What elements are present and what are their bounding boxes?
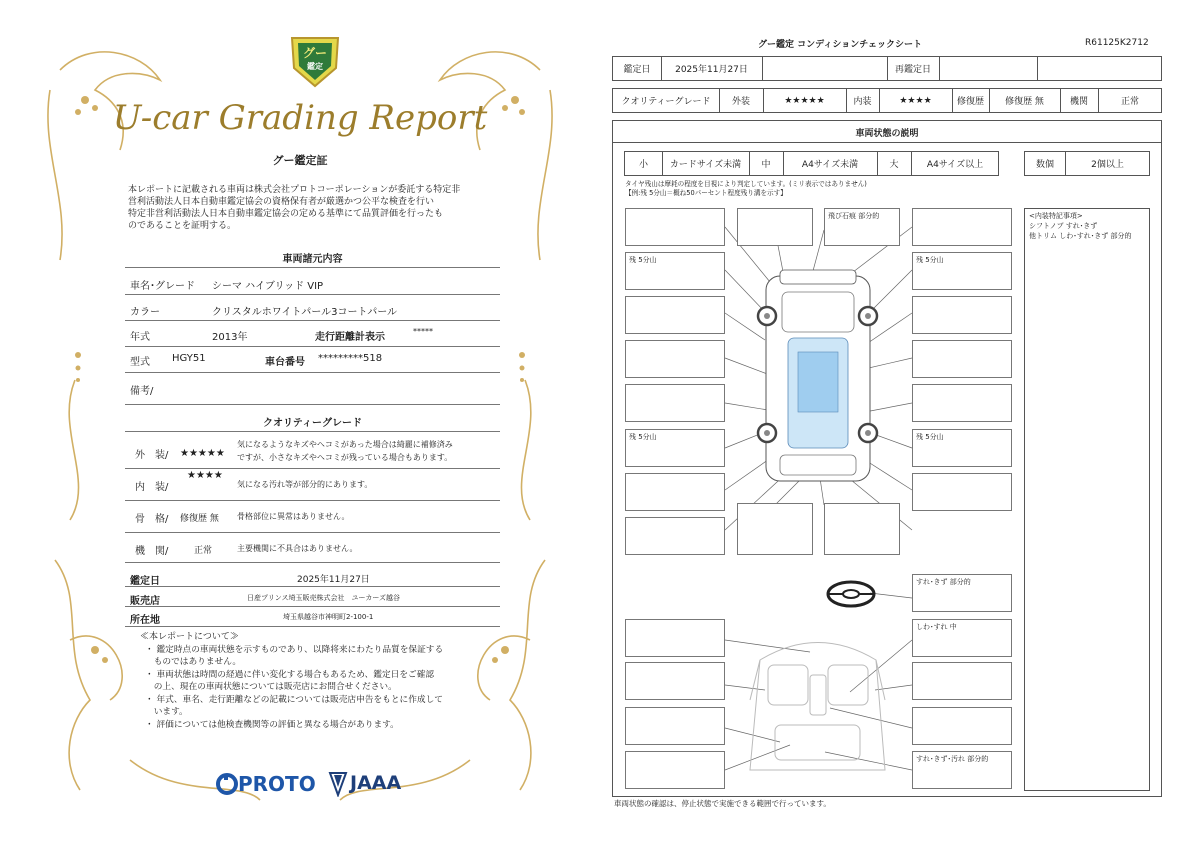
sheet-title: グー鑑定 コンディションチェックシート xyxy=(758,40,922,50)
repair-value: 修復歴 無 xyxy=(989,89,1061,112)
legend-large: 大 xyxy=(877,152,912,175)
info-date-label: 鑑定日 xyxy=(130,576,160,587)
note-line: ・ 年式、車名、走行距離などの記載については販売店申告をもとに作成して xyxy=(145,694,443,705)
spec-year-label: 年式 xyxy=(130,332,150,343)
info-date-value: 2025年11月27日 xyxy=(297,575,370,585)
quality-frame-value: 修復歴 無 xyxy=(180,514,219,524)
spec-mileage-label: 走行距離計表示 xyxy=(315,332,385,343)
quality-desc: 骨格部位に異常はありません。 xyxy=(237,512,350,521)
jaaa-mark-icon xyxy=(328,771,348,797)
front-damage-text: 飛び石痕 部分的 xyxy=(828,212,880,220)
engine-label: 機関 xyxy=(1060,89,1099,112)
tire-fr-text: 残 5分山 xyxy=(916,256,944,264)
qg-label: クオリティーグレード xyxy=(613,89,720,112)
interior-box xyxy=(912,707,1012,745)
certificate-title: グー鑑定証 xyxy=(272,154,328,167)
damage-box xyxy=(912,384,1012,422)
proto-logo-text: PROTO xyxy=(238,772,316,796)
car-top-view xyxy=(758,270,877,481)
interior-bottom-text: すれ･きず･汚れ 部分的 xyxy=(916,755,989,763)
spec-mileage-value: ***** xyxy=(413,327,433,336)
note-line: ものではありません。 xyxy=(145,657,242,667)
interior-box xyxy=(625,707,725,745)
legend-small: 小 xyxy=(625,152,663,175)
damage-box xyxy=(625,384,725,422)
tire-box-front-left xyxy=(625,252,725,290)
tire-note-line: 【例:残 5分山＝概ね50パーセント程度残り溝を示す】 xyxy=(625,189,787,197)
note-line: ・ 鑑定時点の車両状態を示すものであり、以降将来にわたり品質を保証する xyxy=(145,644,444,655)
car-interior-view xyxy=(750,643,885,771)
ext-label: 外装 xyxy=(719,89,764,112)
damage-box xyxy=(912,473,1012,511)
note-line: います。 xyxy=(145,707,188,717)
divider xyxy=(125,267,500,268)
quality-row-exterior xyxy=(125,436,500,469)
damage-box xyxy=(912,296,1012,334)
tire-rl-text: 残 5分山 xyxy=(629,433,657,441)
steering-text: すれ･きず 部分的 xyxy=(916,578,971,586)
spec-chassis-value: *********518 xyxy=(318,353,383,364)
steering-wheel-icon xyxy=(828,582,874,606)
quality-row-interior xyxy=(125,470,500,501)
damage-box xyxy=(824,503,900,555)
inspection-date-label: 鑑定日 xyxy=(613,57,662,80)
interior-upper-text: しわ･すれ 中 xyxy=(916,623,957,631)
spec-remarks-label: 備考/ xyxy=(130,386,154,397)
note-line: ・ 車両状態は時間の経過に伴い変化する場合もあるため、鑑定日をご確認 xyxy=(145,669,435,680)
quality-label: 外 装/ xyxy=(135,450,169,461)
damage-box-front xyxy=(824,208,900,246)
steering-box xyxy=(912,574,1012,612)
legend-large-desc: A4サイズ以上 xyxy=(926,160,984,170)
cert-text-line: 本レポートに記載される車両は株式会社プロトコーポレーションが委託する特定非 xyxy=(128,185,461,195)
special-note-line: 他トリム しわ･すれ･きず 部分的 xyxy=(1029,232,1132,240)
cert-text-line: のであることを証明する。 xyxy=(128,221,237,231)
spec-year-value: 2013年 xyxy=(212,332,248,343)
cert-text-line: 営利活動法人日本自動車鑑定協会の資格保有者が厳選かつ公平な検査を行い xyxy=(128,197,435,207)
interior-box xyxy=(625,619,725,657)
quality-row-frame xyxy=(125,502,500,533)
interior-box xyxy=(625,662,725,700)
interior-box-bottom xyxy=(912,751,1012,789)
jaaa-logo-text: JAAA xyxy=(350,772,402,794)
count-desc: 2個以上 xyxy=(1091,160,1124,170)
explain-title: 車両状態の説明 xyxy=(855,129,919,139)
legend-medium: 中 xyxy=(749,152,784,175)
damage-box xyxy=(737,503,813,555)
tire-box-rear-right xyxy=(912,429,1012,467)
damage-box xyxy=(625,296,725,334)
inspection-date-value: 2025年11月27日 xyxy=(661,57,763,80)
info-row-address xyxy=(125,608,500,627)
sheet-footer-note: 車両状態の確認は、停止状態で実施できる範囲で行っています。 xyxy=(614,799,831,808)
quality-stars-value: ★★★★★ xyxy=(180,448,225,459)
spec-row-year xyxy=(125,322,500,347)
interior-special-notes xyxy=(1024,208,1150,791)
quality-desc: ですが、小さなキズやヘコミが残っている場合もあります。 xyxy=(237,453,453,462)
spec-model-value: HGY51 xyxy=(172,353,206,364)
note-line: ・ 評価については他検査機関等の評価と異なる場合があります。 xyxy=(145,719,399,730)
int-stars: ★★★★ xyxy=(879,89,953,112)
reinspection-date-label: 再鑑定日 xyxy=(887,57,940,80)
quality-stars-value: ★★★★ xyxy=(187,470,223,481)
notes-title: ≪本レポートについて≫ xyxy=(140,632,239,642)
interior-box-upper xyxy=(912,619,1012,657)
spec-section-title: 車両諸元内容 xyxy=(282,254,343,265)
sheet-code: R61125K2712 xyxy=(1085,38,1149,48)
quality-section-title: クオリティーグレード xyxy=(263,418,362,429)
quality-label: 骨 格/ xyxy=(135,514,169,525)
damage-box xyxy=(625,473,725,511)
tire-fl-text: 残 5分山 xyxy=(629,256,657,264)
spec-name-value: シーマ ハイブリッド VIP xyxy=(212,281,324,292)
damage-box xyxy=(625,517,725,555)
ext-stars: ★★★★★ xyxy=(763,89,847,112)
repair-label: 修復歴 xyxy=(952,89,990,112)
tire-rr-text: 残 5分山 xyxy=(916,433,944,441)
special-note-line: シフトノブ すれ･きず xyxy=(1029,222,1098,230)
legend-small-desc: カードサイズ未満 xyxy=(662,152,750,175)
goo-kantei-badge xyxy=(288,32,342,88)
divider xyxy=(125,431,500,432)
damage-box xyxy=(625,208,725,246)
interior-box xyxy=(625,751,725,789)
int-label: 内装 xyxy=(846,89,880,112)
note-line: の上、現在の車両状態については販売店にお問合せください。 xyxy=(145,682,397,692)
interior-box xyxy=(912,662,1012,700)
quality-engine-value: 正常 xyxy=(194,546,213,556)
tire-box-front-right xyxy=(912,252,1012,290)
damage-box xyxy=(912,208,1012,246)
quality-row-engine xyxy=(125,534,500,563)
info-address-value: 埼玉県越谷市神明町2-100-1 xyxy=(283,613,374,621)
spec-model-label: 型式 xyxy=(130,357,150,368)
script-title: U-car Grading Report xyxy=(112,98,488,138)
spec-row-color xyxy=(125,296,500,321)
damage-box xyxy=(737,208,813,246)
spec-row-name xyxy=(125,270,500,295)
damage-box xyxy=(912,340,1012,378)
special-notes-title: <内装特記事項> xyxy=(1029,212,1083,220)
engine-value: 正常 xyxy=(1120,97,1139,107)
spec-color-label: カラー xyxy=(130,307,160,318)
quality-label: 機 関/ xyxy=(135,546,169,557)
spec-chassis-label: 車台番号 xyxy=(265,357,305,368)
report-notes xyxy=(140,631,510,731)
spec-row-model xyxy=(125,348,500,373)
proto-mark-icon xyxy=(216,772,238,796)
spec-row-remarks xyxy=(125,374,500,405)
cert-text-line: 特定非営利活動法人日本自動車鑑定協会の定める基準にて品質評価を行ったも xyxy=(128,209,444,219)
info-dealer-label: 販売店 xyxy=(130,596,160,607)
quality-desc: 気になるようなキズやヘコミがあった場合は綺麗に補修済み xyxy=(237,440,453,449)
info-row-date xyxy=(125,566,500,587)
info-address-label: 所在地 xyxy=(130,615,160,626)
tire-note-line: タイヤ残山は摩耗の程度を目視により判定しています。(ミリ表示ではありません) xyxy=(625,180,867,188)
certificate-text xyxy=(128,184,508,232)
quality-desc: 気になる汚れ等が部分的にあります。 xyxy=(237,480,373,489)
spec-color-value: クリスタルホワイトパール3コートパール xyxy=(212,307,398,318)
condition-check-sheet xyxy=(600,0,1200,848)
damage-box xyxy=(625,340,725,378)
tire-box-rear-left xyxy=(625,429,725,467)
info-dealer-value: 日産プリンス埼玉販売株式会社 ユーカーズ越谷 xyxy=(247,594,401,602)
info-row-dealer xyxy=(125,588,500,607)
count-label: 数個 xyxy=(1025,152,1066,175)
badge-top-text: グー xyxy=(302,46,327,60)
spec-name-label: 車名･グレード xyxy=(130,281,195,292)
legend-medium-desc: A4サイズ未満 xyxy=(783,152,878,175)
quality-desc: 主要機関に不具合はありません。 xyxy=(237,544,358,553)
quality-label: 内 装/ xyxy=(135,482,169,493)
badge-bottom-text: 鑑定 xyxy=(307,62,323,71)
